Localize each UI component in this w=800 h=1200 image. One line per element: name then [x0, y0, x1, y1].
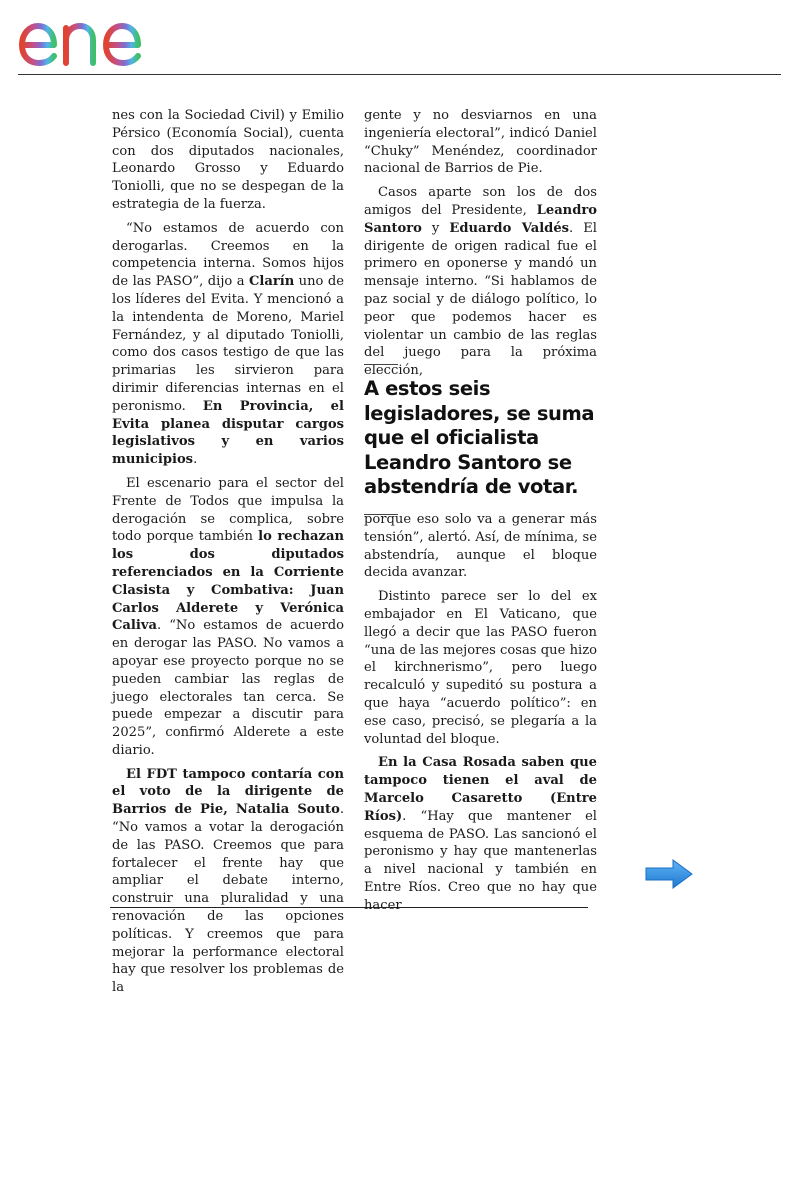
paragraph: “No estamos de acuerdo con derogarlas. Creemos en la competencia interna. Somos hijos de las PASO”, dijo a Clarín uno de los líderes del Evita. Y mencionó a la intendenta de Moreno, Mariel Fernández, y al diputado Toniolli, como dos casos testigo de que las primarias les sirvieron para dirimir diferencias internas en el peronismo. En Provincia, el Evita planea disputar cargos legislativos y en varios municipios. [112, 220, 344, 468]
article-column-3 [364, 511, 597, 921]
pull-quote-text: A estos seis legisladores, se suma que el oficialista Leandro Santoro se abstendría de votar. [364, 377, 595, 498]
header-rule [18, 74, 781, 75]
enel-logo [18, 8, 170, 68]
pull-quote [364, 356, 597, 527]
paragraph: El FDT tampoco contaría con el voto de la dirigente de Barrios de Pie, Natalia Souto. “No vamos a votar la derogación de las PASO. Creemos que para fortalecer el frente hay que ampliar el debate interno, construir una pluralidad y una renovación de las opciones políticas. Y creemos que para mejorar la performance electoral hay que resolver los problemas de la [112, 766, 344, 996]
article-column-2 [364, 107, 597, 386]
paragraph: porque eso solo va a generar más tensión”, alertó. Así, de mínima, se abstendría, aunque el bloque decida avanzar. [364, 512, 597, 581]
paragraph: El escenario para el sector del Frente de Todos que impulsa la derogación se complica, sobre todo porque también lo rechazan los dos diputados referenciados en la Corriente Clasista y Combativa: Juan Carlos Alderete y Verónica Caliva. “No estamos de acuerdo en derogar las PASO. No vamos a apoyar ese proyecto porque no se pueden cambiar las reglas de juego electorales tan cerca. Se puede empezar a discutir para 2025”, confirmó Alderete a este diario. [112, 475, 344, 758]
paragraph: En la Casa Rosada saben que tampoco tienen el aval de Marcelo Casaretto (Entre Ríos). “Hay que mantener el esquema de PASO. Las sancionó el peronismo y hay que mantenerlas a nivel nacional y también en Entre Ríos. Creo que no hay que hacer [364, 755, 597, 913]
article-column-1 [112, 107, 344, 1003]
paragraph: gente y no desviarnos en una ingeniería electoral”, indicó Daniel “Chuky” Menéndez, coordinador nacional de Barrios de Pie. [364, 108, 597, 177]
paragraph: Distinto parece ser lo del ex embajador en El Vaticano, que llegó a decir que las PASO fueron “una de las mejores cosas que hizo el kirchnerismo”, pero luego recalculó y supeditó su postura a que haya “acuerdo político”: en ese caso, precisó, se plegaría a la voluntad del bloque. [364, 589, 597, 747]
footer-rule [110, 907, 588, 908]
arrow-right-icon[interactable] [643, 857, 695, 891]
paragraph: Casos aparte son los de dos amigos del Presidente, Leandro Santoro y Eduardo Valdés. El dirigente de origen radical fue el primero en oponerse y mandó un mensaje interno. “Si hablamos de paz social y de diálogo político, lo peor que podemos hacer es violentar un cambio de las reglas del juego para la próxima elección, [364, 185, 597, 379]
paragraph: nes con la Sociedad Civil) y Emilio Pérsico (Economía Social), cuenta con dos diputados nacionales, Leonardo Grosso y Eduardo Toniolli, que no se despegan de la estrategia de la fuerza. [112, 108, 344, 212]
pull-quote-rule-top [364, 364, 398, 365]
